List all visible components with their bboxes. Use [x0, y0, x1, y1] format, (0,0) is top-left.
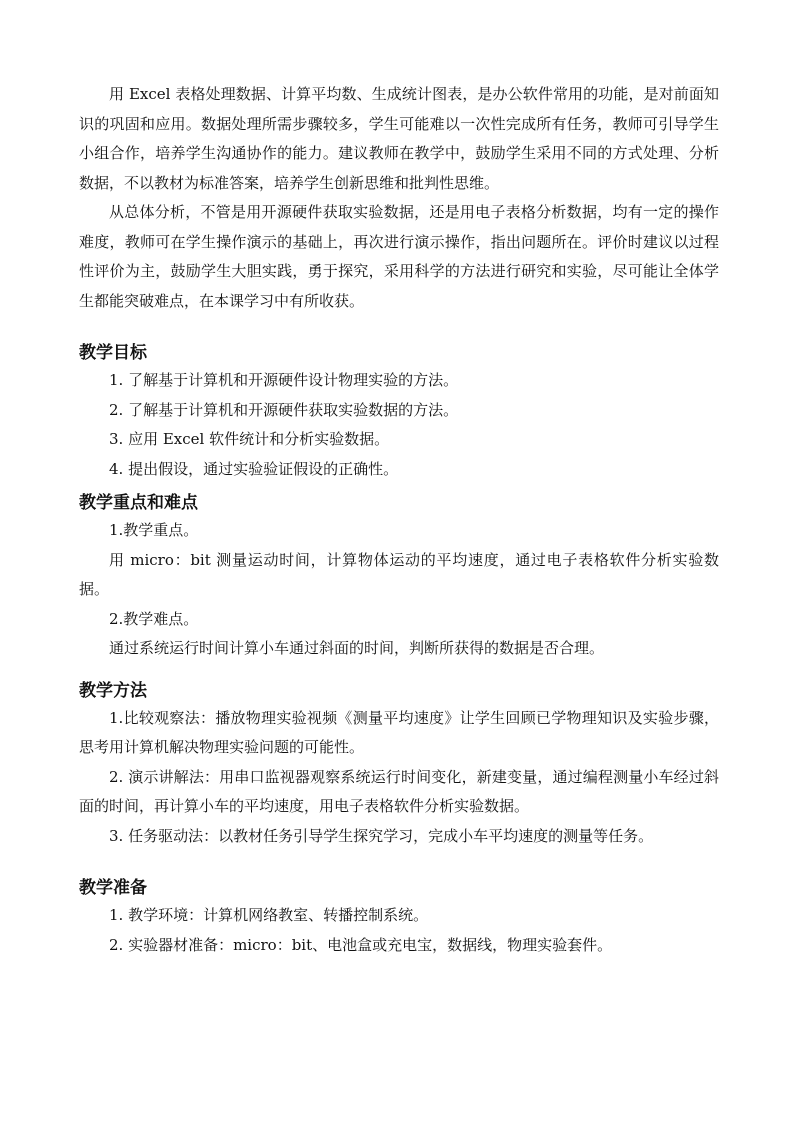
goal-item: 3. 应用 Excel 软件统计和分析实验数据。: [109, 430, 390, 448]
section-heading-goals: 教学目标: [79, 343, 147, 363]
goal-item: 4. 提出假设，通过实验验证假设的正确性。: [109, 459, 399, 478]
intro-paragraph-1: 用 Excel 表格处理数据、计算平均数、生成统计图表，是办公软件常用的功能，是对前面知识的巩固和应用。数据处理所需步骤较多，学生可能难以一次性完成所有任务，教师可引导学生小组合作，培养学生沟通协作的能力。建议教师在教学中，鼓励学生采用不同的方式处理、分析数据，不以教材为标准答案，培养学生创新思维和批判性思维。: [79, 85, 719, 192]
goal-item: 2. 了解基于计算机和开源硬件获取实验数据的方法。: [109, 400, 459, 419]
goals-list: [79, 366, 719, 484]
difficulty-body: 通过系统运行时间计算小车通过斜面的时间，判断所获得的数据是否合理。: [109, 639, 605, 657]
key-point-subheading: 1.教学重点。: [109, 521, 199, 539]
prep-item: 1. 教学环境：计算机网络教室、转播控制系统。: [109, 906, 429, 924]
intro-paragraph-2: 从总体分析，不管是用开源硬件获取实验数据，还是用电子表格分析数据，均有一定的操作难度，教师可在学生操作演示的基础上，再次进行演示操作，指出问题所在。评价时建议以过程性评价为主，鼓励学生大胆实践，勇于探究，采用科学的方法进行研究和实验，尽可能让全体学生都能突破难点，在本课学习中有所收获。: [79, 203, 719, 310]
method-item-3: 3. 任务驱动法：以教材任务引导学生探究学习，完成小车平均速度的测量等任务。: [109, 826, 654, 845]
method-item-2: 2. 演示讲解法：用串口监视器观察系统运行时间变化，新建变量，通过编程测量小车经过斜面的时间，再计算小车的平均速度，用电子表格软件分析实验数据。: [79, 767, 719, 815]
method-item-1: 1.比较观察法：播放物理实验视频《测量平均速度》让学生回顾已学物理知识及实验步骤，思考用计算机解决物理实验问题的可能性。: [79, 708, 719, 756]
document-body: [79, 80, 719, 960]
section-heading-prep: 教学准备: [79, 878, 147, 898]
section-heading-methods: 教学方法: [79, 680, 147, 701]
key-point-body: 用 micro：bit 测量运动时间，计算物体运动的平均速度，通过电子表格软件分析实验数据。: [79, 550, 719, 598]
goal-item: 1. 了解基于计算机和开源硬件设计物理实验的方法。: [109, 371, 459, 389]
prep-item: 2. 实验器材准备：micro：bit、电池盒或充电宝，数据线，物理实验套件。: [109, 935, 613, 954]
difficulty-subheading: 2.教学难点。: [109, 609, 199, 628]
section-heading-key-points: 教学重点和难点: [79, 493, 198, 513]
prep-list: [79, 901, 719, 960]
